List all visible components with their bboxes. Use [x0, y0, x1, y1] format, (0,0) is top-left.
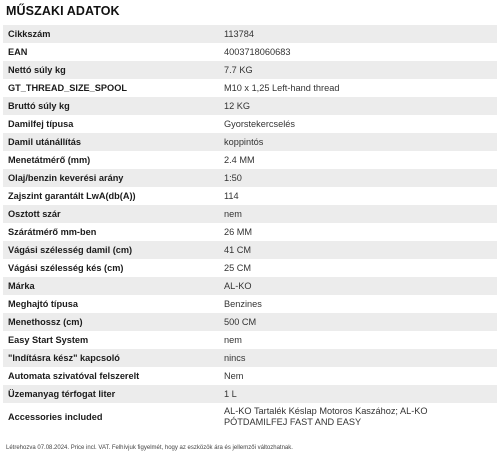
spec-value: AL-KO	[216, 277, 497, 295]
spec-row	[3, 133, 497, 151]
spec-row	[3, 385, 497, 403]
spec-label: Damilfej típusa	[3, 115, 216, 133]
spec-label: EAN	[3, 43, 216, 61]
spec-value: nem	[216, 205, 497, 223]
spec-row	[3, 223, 497, 241]
spec-label: Menethossz (cm)	[3, 313, 216, 331]
spec-row	[3, 241, 497, 259]
spec-value: 500 CM	[216, 313, 497, 331]
spec-value: AL-KO Tartalék Késlap Motoros Kaszához; AL-KO PÓTDAMILFEJ FAST AND EASY	[216, 403, 497, 431]
spec-label: Osztott szár	[3, 205, 216, 223]
spec-row	[3, 25, 497, 43]
spec-row	[3, 151, 497, 169]
spec-value: 4003718060683	[216, 43, 497, 61]
spec-label: "Indításra kész" kapcsoló	[3, 349, 216, 367]
spec-label: Menetátmérő (mm)	[3, 151, 216, 169]
spec-label: Vágási szélesség damil (cm)	[3, 241, 216, 259]
spec-label: Meghajtó típusa	[3, 295, 216, 313]
spec-row	[3, 97, 497, 115]
spec-row	[3, 277, 497, 295]
spec-label: Easy Start System	[3, 331, 216, 349]
spec-label: Vágási szélesség kés (cm)	[3, 259, 216, 277]
spec-label: GT_THREAD_SIZE_SPOOL	[3, 79, 216, 97]
spec-row	[3, 313, 497, 331]
spec-value: nincs	[216, 349, 497, 367]
spec-label: Zajszint garantált LwA(db(A))	[3, 187, 216, 205]
spec-value: nem	[216, 331, 497, 349]
spec-label: Automata szivatóval felszerelt	[3, 367, 216, 385]
spec-row	[3, 349, 497, 367]
spec-label: Márka	[3, 277, 216, 295]
spec-row	[3, 187, 497, 205]
spec-label: Üzemanyag térfogat liter	[3, 385, 216, 403]
spec-value: koppintós	[216, 133, 497, 151]
spec-row	[3, 259, 497, 277]
spec-value: 7.7 KG	[216, 61, 497, 79]
spec-row	[3, 295, 497, 313]
spec-value: Gyorstekercselés	[216, 115, 497, 133]
spec-row	[3, 169, 497, 187]
spec-value: 114	[216, 187, 497, 205]
spec-row	[3, 115, 497, 133]
footer-note: Létrehozva 07.08.2024. Price incl. VAT. Felhívjuk figyelmét, hogy az eszközök ára és jellemzői változhatnak.	[6, 445, 293, 451]
spec-label: Damil utánállítás	[3, 133, 216, 151]
spec-value: 12 KG	[216, 97, 497, 115]
spec-label: Cikkszám	[3, 25, 216, 43]
spec-row	[3, 61, 497, 79]
spec-value: 26 MM	[216, 223, 497, 241]
spec-value: 1:50	[216, 169, 497, 187]
spec-value: M10 x 1,25 Left-hand thread	[216, 79, 497, 97]
spec-value: 25 CM	[216, 259, 497, 277]
spec-value: Nem	[216, 367, 497, 385]
spec-label: Bruttó súly kg	[3, 97, 216, 115]
spec-row	[3, 43, 497, 61]
spec-value: 41 CM	[216, 241, 497, 259]
spec-value: Benzines	[216, 295, 497, 313]
spec-value: 113784	[216, 25, 497, 43]
section-title: MŰSZAKI ADATOK	[6, 4, 120, 18]
specs-table	[3, 25, 497, 431]
spec-row	[3, 205, 497, 223]
spec-label: Accessories included	[3, 403, 216, 431]
spec-row	[3, 367, 497, 385]
spec-label: Nettó súly kg	[3, 61, 216, 79]
spec-value: 2.4 MM	[216, 151, 497, 169]
spec-label: Szárátmérő mm-ben	[3, 223, 216, 241]
spec-value: 1 L	[216, 385, 497, 403]
spec-label: Olaj/benzin keverési arány	[3, 169, 216, 187]
spec-row	[3, 403, 497, 431]
spec-row	[3, 79, 497, 97]
spec-row	[3, 331, 497, 349]
